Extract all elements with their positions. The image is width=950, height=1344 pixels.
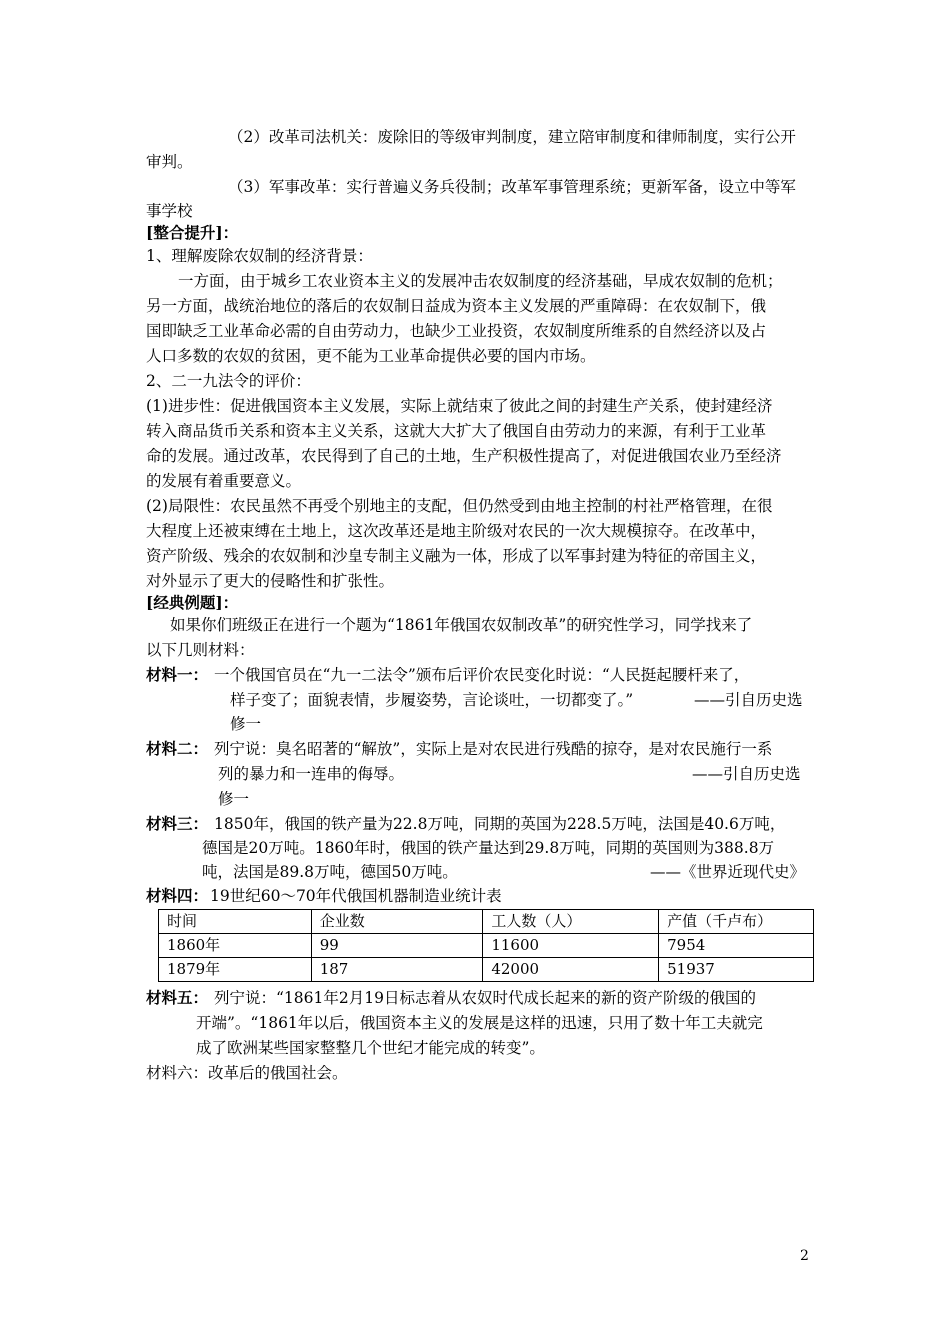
material4-title: 19世纪60～70年代俄国机器制造业统计表 [210,887,502,905]
material5-line3: 成了欧洲某些国家整整几个世纪才能完成的转变”。 [196,1039,545,1057]
limits-line2: 大程度上还被束缚在土地上，这次改革还是地主阶级对农民的一次大规模掠夺。在改革中， [146,522,767,540]
page-number: 2 [800,1248,809,1264]
examples-intro-line2: 以下几则材料： [146,641,255,659]
material3-label: 材料三： [146,814,209,833]
material6-line: 材料六：改革后的俄国社会。 [146,1064,348,1082]
table-header-cell: 时间 [159,910,312,934]
table-row [159,934,814,958]
table-row [159,958,814,982]
material5-line1: 列宁说：“1861年2月19日标志着从农奴时代成长起来的新的资产阶级的俄国的 [214,989,756,1007]
material4-label: 材料四： [146,886,209,905]
limits-line1: (2)局限性：农民虽然不再受个别地主的支配，但仍然受到由地主控制的村社严格管理，在很 [146,497,773,515]
military-reform-line2: 事学校 [146,202,193,220]
material1-line1: 一个俄国官员在“九一二法令”颁布后评价农民变化时说：“人民挺起腰杆来了， [214,666,750,684]
table-cell: 51937 [659,958,814,982]
material5-label: 材料五： [146,988,209,1007]
table-header-cell: 企业数 [311,910,483,934]
examples-intro-line1: 如果你们班级正在进行一个题为“1861年俄国农奴制改革”的研究性学习，同学找来了 [170,616,753,634]
material3-line3: 吨，法国是89.8万吨，德国50万吨。 [202,863,458,881]
table-header-cell: 产值（千卢布） [659,910,814,934]
material2-label: 材料二： [146,739,209,758]
examples-heading: [经典例题]： [146,593,239,612]
table-cell: 99 [311,934,483,958]
table-header-row [159,910,814,934]
material1-line2: 样子变了；面貌表情，步履姿势，言论谈吐，一切都变了。” [230,691,634,709]
table-cell: 42000 [483,958,659,982]
q2-title: 2、二一九法令的评价： [146,372,311,390]
progress-line3: 命的发展。通过改革，农民得到了自己的土地，生产积极性提高了，对促进俄国农业乃至经济 [146,447,782,465]
material2-line2: 列的暴力和一连串的侮辱。 [218,765,405,783]
material1-label: 材料一： [146,665,209,684]
table-cell: 1860年 [159,934,312,958]
q1-body-line1: 一方面，由于城乡工农业资本主义的发展冲击农奴制度的经济基础，早成农奴制的危机； [178,272,783,290]
q1-body-line2: 另一方面，战统治地位的落后的农奴制日益成为资本主义发展的严重障碍：在农奴制下，俄 [146,297,767,315]
military-reform-line1: （3）军事改革：实行普遍义务兵役制；改革军事管理系统；更新军备，设立中等军 [228,178,796,196]
table-cell: 11600 [483,934,659,958]
material3-source: ——《世界近现代史》 [650,863,806,881]
judicial-reform-line2: 审判。 [146,153,193,171]
material2-line1: 列宁说：臭名昭著的“解放”，实际上是对农民进行残酷的掠夺，是对农民施行一系 [214,740,773,758]
q1-title: 1、理解废除农奴制的经济背景： [146,247,373,265]
material1-source: ——引自历史选 [694,691,803,709]
progress-line4: 的发展有着重要意义。 [146,472,302,490]
material5-line2: 开端”。“1861年以后，俄国资本主义的发展是这样的迅速，只用了数十年工夫就完 [196,1014,763,1032]
limits-line4: 对外显示了更大的侵略性和扩张性。 [146,572,395,590]
table-cell: 1879年 [159,958,312,982]
table-cell: 187 [311,958,483,982]
material3-line1: 1850年，俄国的铁产量为22.8万吨，同期的英国为228.5万吨，法国是40.6万吨， [214,815,786,833]
integration-heading: [整合提升]： [146,223,239,242]
progress-line1: (1)进步性：促进俄国资本主义发展，实际上就结束了彼此之间的封建生产关系，使封建经济 [146,397,773,415]
progress-line2: 转入商品货币关系和资本主义关系，这就大大扩大了俄国自由劳动力的来源，有利于工业革 [146,422,767,440]
material3-line2: 德国是20万吨。1860年时，俄国的铁产量达到29.8万吨，同期的英国则为388.8万 [202,839,775,857]
table-header-cell: 工人数（人） [483,910,659,934]
judicial-reform-line1: （2）改革司法机关：废除旧的等级审判制度，建立陪审制度和律师制度，实行公开 [228,128,796,146]
q1-body-line4: 人口多数的农奴的贫困，更不能为工业革命提供必要的国内市场。 [146,347,596,365]
machine-industry-table [158,909,814,982]
material2-source: ——引自历史选 [692,765,801,783]
q1-body-line3: 国即缺乏工业革命必需的自由劳动力，也缺少工业投资，农奴制度所维系的自然经济以及占 [146,322,767,340]
limits-line3: 资产阶级、残余的农奴制和沙皇专制主义融为一体，形成了以军事封建为特征的帝国主义， [146,547,767,565]
table-cell: 7954 [659,934,814,958]
material2-source-cont: 修一 [218,790,250,808]
material1-source-cont: 修一 [230,715,262,733]
